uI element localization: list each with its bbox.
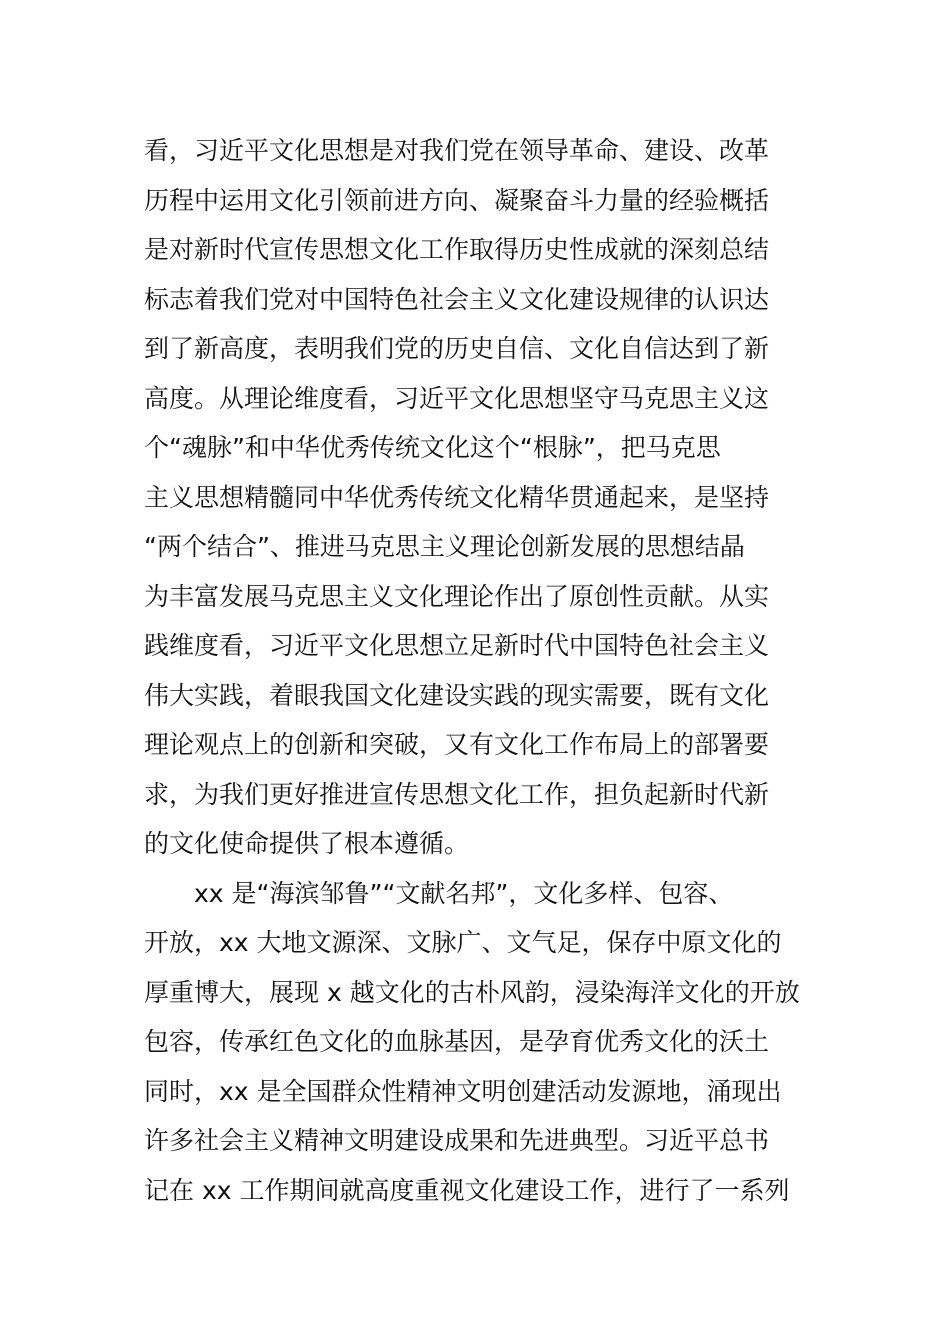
text-line: 主义思想精髓同中华优秀传统文化精华贯通起来，是坚持 [144,482,770,512]
text-line: 历程中运用文化引领前进方向、凝聚奋斗力量的经验概括 [144,185,770,215]
text-line: 理论观点上的创新和突破，又有文化工作布局上的部署要 [144,730,770,759]
text-line: 标志着我们党对中国特色社会主义文化建设规律的认识达 [144,284,770,314]
text-line: 开放，xx 大地文源深、文脉广、文气足，保存中原文化的 [144,928,782,957]
text-line: “两个结合”、推进马克思主义理论创新发展的思想结晶 [144,532,745,561]
text-line: 包容，传承红色文化的血脉基因，是孕育优秀文化的沃土 [144,1027,770,1056]
paragraph-first-line: xx 是“海滨邹鲁”“文献名邦”，文化多样、包容、 [194,878,734,908]
text-line: 高度。从理论维度看，习近平文化思想坚守马克思主义这 [144,383,770,413]
text-line: 同时，xx 是全国群众性精神文明创建活动发源地，涌现出 [144,1076,782,1106]
body-text [144,126,814,1215]
text-line: 个“魂脉”和中华优秀传统文化这个“根脉”，把马克思 [144,433,721,462]
text-line: 许多社会主义精神文明建设成果和先进典型。习近平总书 [144,1126,770,1155]
text-line: 记在 xx 工作期间就高度重视文化建设工作，进行了一系列 [144,1175,790,1205]
text-line: 践维度看，习近平文化思想立足新时代中国特色社会主义 [144,631,770,660]
text-line: 是对新时代宣传思想文化工作取得历史性成就的深刻总结 [144,235,770,264]
text-line: 厚重博大，展现 x 越文化的古朴风韵，浸染海洋文化的开放 [144,977,800,1007]
text-line: 到了新高度，表明我们党的历史自信、文化自信达到了新 [144,334,770,363]
text-line: 的文化使命提供了根本遵循。 [144,829,470,858]
text-line: 求，为我们更好推进宣传思想文化工作，担负起新时代新 [144,779,770,809]
text-line: 伟大实践，着眼我国文化建设实践的现实需要，既有文化 [144,680,770,710]
text-line: 看，习近平文化思想是对我们党在领导革命、建设、改革 [144,136,770,165]
text-line: 为丰富发展马克思主义文化理论作出了原创性贡献。从实 [144,581,770,611]
